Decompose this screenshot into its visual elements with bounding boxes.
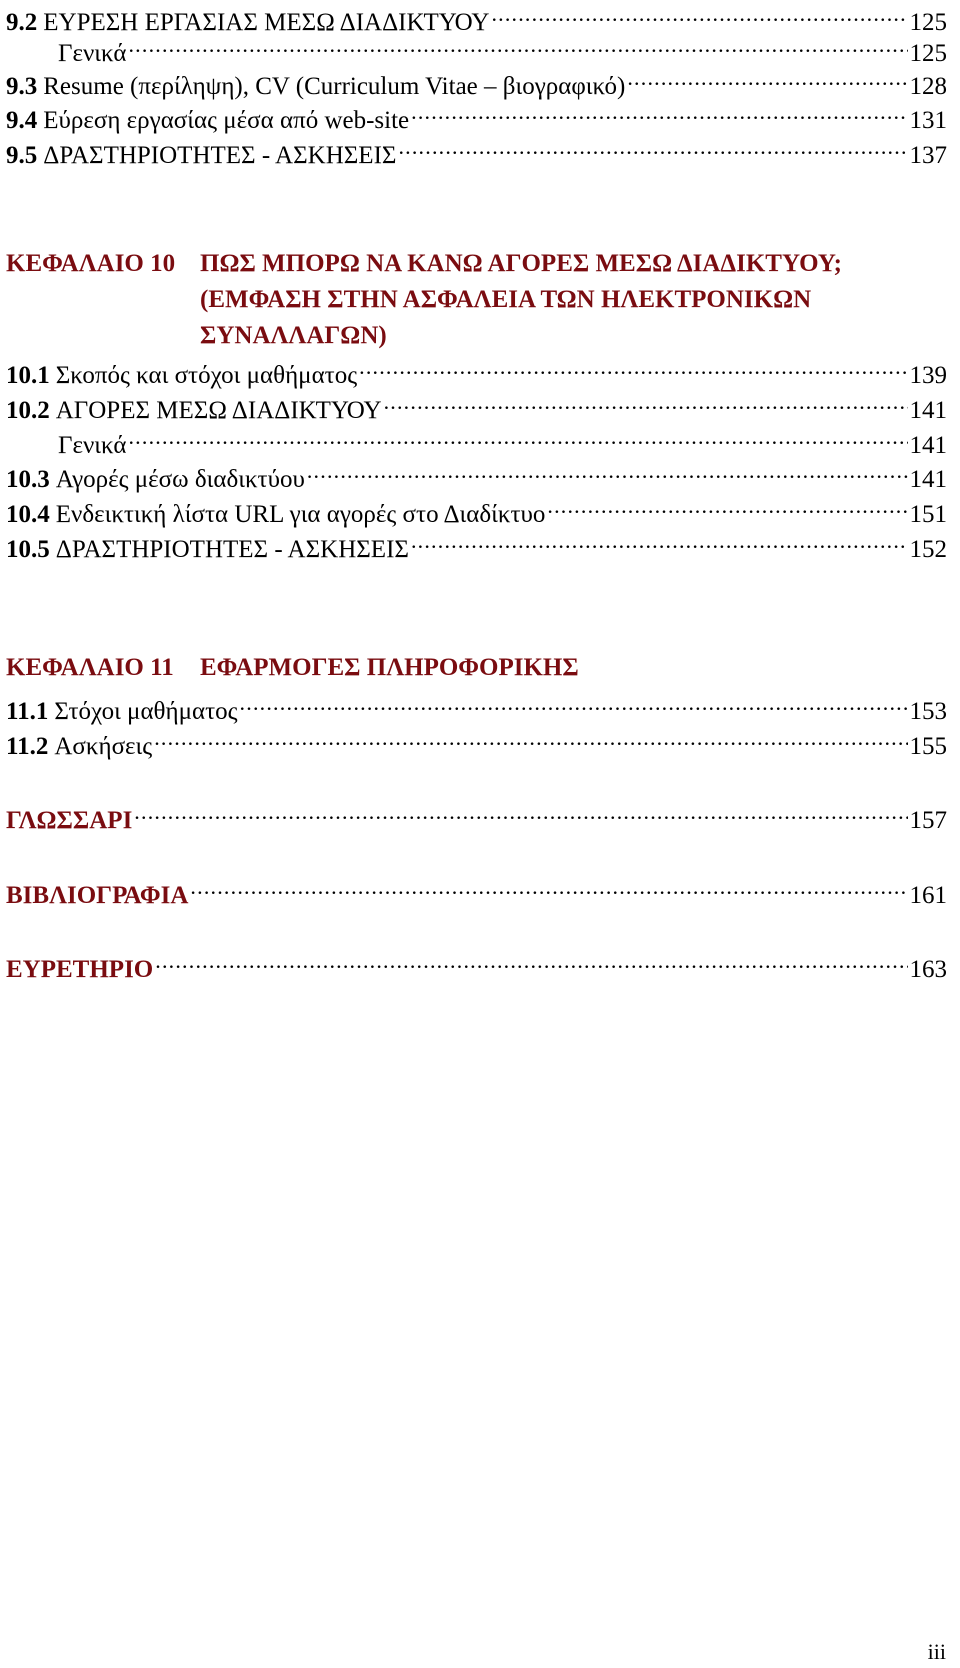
chapter-title-line-1: ΠΩΣ ΜΠΟΡΩ ΝΑ ΚΑΝΩ ΑΓΟΡΕΣ ΜΕΣΩ ΔΙΑΔΙΚΤΥΟΥ; [200, 250, 843, 277]
chapter-10-heading[interactable] [6, 246, 842, 282]
toc-entry-9-5[interactable] [6, 133, 947, 171]
toc-entry-number: 10.2 [6, 397, 50, 424]
toc-entry-title: ΒΙΒΛΙΟΓΡΑΦΙΑ [6, 882, 189, 909]
toc-entry-number: 9.4 [6, 107, 38, 134]
toc-entry-page: 125 [909, 40, 947, 67]
toc-entry-10-2[interactable] [6, 388, 947, 426]
dot-leader [627, 64, 907, 94]
dot-leader [411, 527, 908, 557]
dot-leader [398, 133, 907, 163]
toc-entry-title: Στόχοι μαθήματος [54, 698, 238, 725]
dot-leader [134, 798, 907, 828]
dot-leader [190, 873, 907, 903]
toc-entry-number: 9.5 [6, 142, 38, 169]
toc-entry-page: 141 [909, 432, 947, 459]
dot-leader [154, 724, 907, 754]
toc-entry-10-3[interactable] [6, 457, 947, 495]
toc-entry-title: ΔΡΑΣΤΗΡΙΟΤΗΤΕΣ - ΑΣΚΗΣΕΙΣ [55, 536, 409, 563]
toc-entry-title: Resume (περίληψη), CV (Curriculum Vitae – βιογραφικό) [43, 73, 626, 100]
dot-leader [128, 31, 907, 61]
toc-entry-page: 128 [909, 73, 947, 100]
toc-entry-10-1[interactable] [6, 353, 947, 391]
toc-entry-page: 139 [909, 362, 947, 389]
chapter-11-heading[interactable] [6, 650, 579, 686]
toc-entry-number: 10.5 [6, 536, 50, 563]
toc-entry-number: 11.1 [6, 698, 49, 725]
toc-entry-page: 153 [909, 698, 947, 725]
dot-leader [359, 353, 907, 383]
toc-entry-page: 152 [909, 536, 947, 563]
toc-entry-title: Γενικά [58, 432, 127, 459]
toc-entry-title: ΔΡΑΣΤΗΡΙΟΤΗΤΕΣ - ΑΣΚΗΣΕΙΣ [43, 142, 397, 169]
dot-leader [491, 0, 907, 30]
toc-entry-title: Αγορές μέσω διαδικτύου [55, 466, 305, 493]
toc-entry-page: 161 [909, 882, 947, 909]
page-number: iii [927, 1639, 946, 1664]
toc-entry-10-4[interactable] [6, 492, 947, 530]
dot-leader [155, 947, 907, 977]
toc-entry-title: ΕΥΡΕΤΗΡΙΟ [6, 956, 154, 983]
toc-entry-page: 151 [909, 501, 947, 528]
chapter-title: ΕΦΑΡΜΟΓΕΣ ΠΛΗΡΟΦΟΡΙΚΗΣ [200, 654, 579, 681]
toc-entry-number: 10.3 [6, 466, 50, 493]
chapter-label: ΚΕΦΑΛΑΙΟ 11 [6, 654, 174, 681]
chapter-title-line-3: ΣΥΝΑΛΛΑΓΩΝ) [200, 322, 387, 349]
toc-entry-10-5[interactable] [6, 527, 947, 565]
toc-entry-page: 131 [909, 107, 947, 134]
toc-entry-page: 125 [909, 9, 947, 36]
toc-entry-number: 11.2 [6, 733, 49, 760]
toc-entry-title: Ασκήσεις [54, 733, 153, 760]
dot-leader [128, 423, 907, 453]
chapter-title-line-2: (ΕΜΦΑΣΗ ΣΤΗΝ ΑΣΦΑΛΕΙΑ ΤΩΝ ΗΛΕΚΤΡΟΝΙΚΩΝ [200, 286, 812, 313]
dot-leader [547, 492, 907, 522]
toc-entry-bibliography[interactable] [6, 873, 947, 911]
toc-entry-11-2[interactable] [6, 724, 947, 762]
toc-entry-page: 157 [909, 807, 947, 834]
toc-entry-page: 137 [909, 142, 947, 169]
toc-entry-general-10[interactable] [58, 423, 947, 461]
toc-entry-number: 10.1 [6, 362, 50, 389]
toc-entry-9-4[interactable] [6, 98, 947, 136]
toc-entry-title: Γενικά [58, 40, 127, 67]
toc-entry-title: Ενδεικτική λίστα URL για αγορές στο Διαδίκτυο [55, 501, 546, 528]
toc-entry-number: 10.4 [6, 501, 50, 528]
toc-entry-title: ΓΛΩΣΣΑΡΙ [6, 807, 133, 834]
toc-entry-page: 155 [909, 733, 947, 760]
toc-entry-title: Σκοπός και στόχοι μαθήματος [55, 362, 358, 389]
toc-entry-index[interactable] [6, 947, 947, 985]
toc-entry-number: 9.3 [6, 73, 38, 100]
dot-leader [240, 689, 908, 719]
dot-leader [411, 98, 907, 128]
chapter-label: ΚΕΦΑΛΑΙΟ 10 [6, 250, 176, 277]
dot-leader [307, 457, 908, 487]
dot-leader [384, 388, 908, 418]
toc-entry-page: 141 [909, 397, 947, 424]
toc-entry-number: 9.2 [6, 9, 38, 36]
toc-entry-page: 163 [909, 956, 947, 983]
toc-entry-9-3[interactable] [6, 64, 947, 102]
toc-entry-11-1[interactable] [6, 689, 947, 727]
toc-entry-title: ΑΓΟΡΕΣ ΜΕΣΩ ΔΙΑΔΙΚΤΥΟΥ [55, 397, 382, 424]
toc-entry-title: ΕΥΡΕΣΗ ΕΡΓΑΣΙΑΣ ΜΕΣΩ ΔΙΑΔΙΚΤΥΟΥ [43, 9, 490, 36]
toc-entry-page: 141 [909, 466, 947, 493]
toc-entry-title: Εύρεση εργασίας μέσα από web-site [43, 107, 410, 134]
toc-entry-glossary[interactable] [6, 798, 947, 836]
